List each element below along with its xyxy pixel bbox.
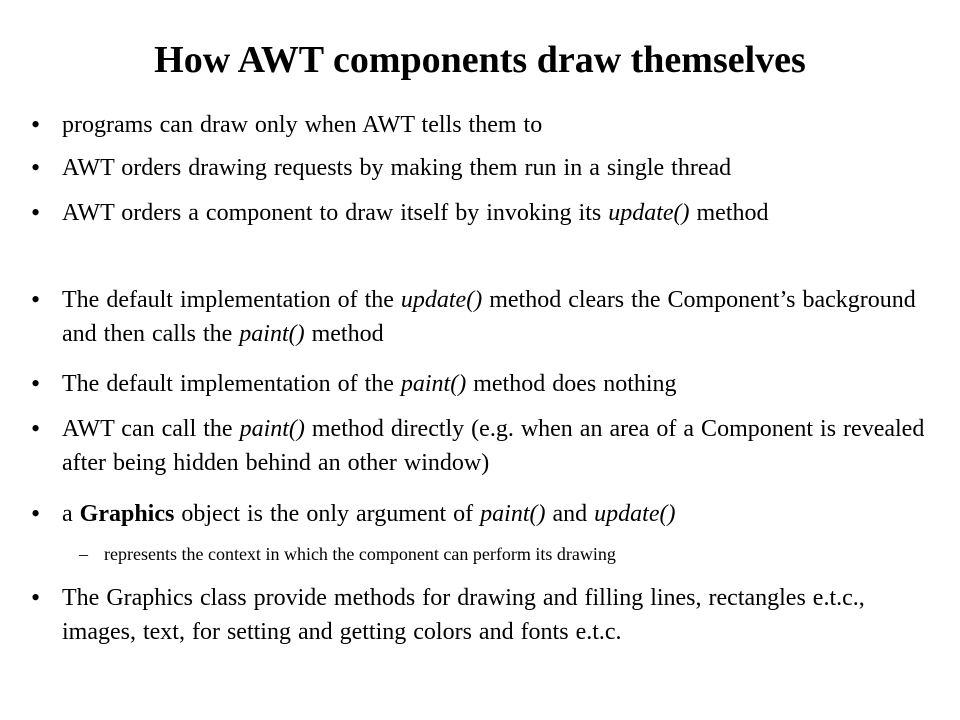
bullet-text: a Graphics object is the only argument of paint() and update() bbox=[62, 501, 676, 527]
bullet-marker: • bbox=[31, 110, 41, 139]
bullet-text: The default implementation of the update() method clears the Component’s background and then calls the paint() method bbox=[62, 287, 916, 347]
slide-title: How AWT components draw themselves bbox=[154, 39, 806, 81]
bullet-marker: • bbox=[31, 369, 41, 398]
bullet-text: AWT can call the paint() method directly (e.g. when an area of a Component is revealed after being hidden behind an other window) bbox=[62, 416, 925, 476]
method-name: paint() bbox=[400, 371, 467, 397]
method-name: update() bbox=[608, 200, 690, 226]
bullet-marker: • bbox=[31, 198, 41, 227]
method-name: update() bbox=[594, 501, 676, 527]
bullet-text: programs can draw only when AWT tells them to bbox=[62, 112, 543, 138]
sub-bullet-marker: – bbox=[79, 544, 88, 564]
method-name: update() bbox=[400, 287, 483, 313]
bullet-text: The Graphics class provide methods for drawing and filling lines, rectangles e.t.c., images, text, for setting and getting colors and fonts e.t.c. bbox=[62, 585, 865, 645]
method-name: paint() bbox=[239, 321, 305, 347]
method-name: paint() bbox=[239, 416, 305, 442]
class-name: Graphics bbox=[79, 501, 175, 527]
bullet-marker: • bbox=[31, 583, 41, 612]
bullet-marker: • bbox=[31, 414, 41, 443]
bullet-marker: • bbox=[31, 153, 41, 182]
bullet-marker: • bbox=[31, 499, 41, 528]
bullet-text: AWT orders drawing requests by making them run in a single thread bbox=[62, 155, 732, 181]
method-name: paint() bbox=[480, 501, 546, 527]
bullet-marker: • bbox=[31, 285, 41, 314]
bullet-text: AWT orders a component to draw itself by invoking its update() method bbox=[62, 200, 769, 226]
sub-bullet-text: represents the context in which the component can perform its drawing bbox=[104, 544, 616, 564]
bullet-text: The default implementation of the paint() method does nothing bbox=[62, 371, 677, 397]
